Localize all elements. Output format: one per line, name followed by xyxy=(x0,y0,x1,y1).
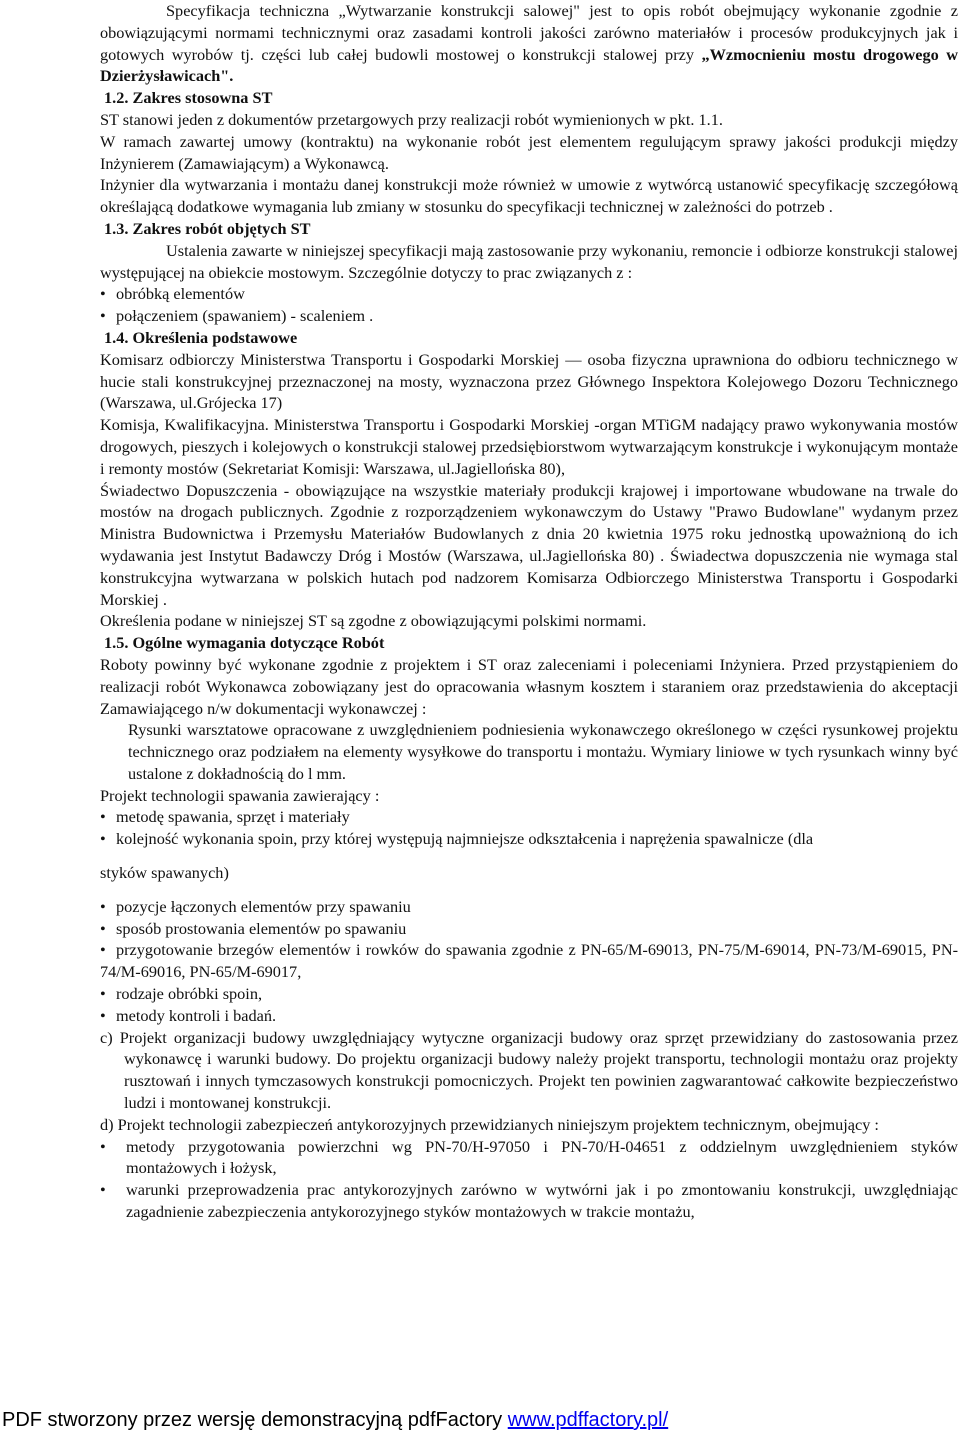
section-1-5-welding-cont: styków spawanych) xyxy=(100,863,229,883)
section-1-3-text: Ustalenia zawarte w niniejszej specyfikacji mają zastosowanie przy wykonaniu, remoncie i odbiorze konstrukcji stalowej występującej na obiekcie mostowym. Szczególnie dotyczy to prac związanych z : xyxy=(100,240,958,282)
list-item-text: metodę spawania, sprzęt i materiały xyxy=(116,807,350,827)
section-1-5-drawings: Rysunki warsztatowe opracowane z uwzględnieniem podniesienia wykonawczego określonego w części rysunkowej projektu technicznego oraz podziałem na elementy wysyłkowe do transportu i montażu. Wymiary liniowe w tych rysunkach winny być ustalone z dokładnością do l mm. xyxy=(128,720,958,783)
bullet-icon: • xyxy=(100,807,106,827)
item-d: d) Projekt technologii zabezpieczeń antykorozyjnych przewidzianych niniejszym projektem technicznym, obejmujący : xyxy=(100,1114,879,1134)
bullet-icon: • xyxy=(100,940,106,960)
bullet-icon: • xyxy=(100,1005,106,1025)
list-item xyxy=(100,918,958,940)
intro-bold: „Wzmocnieniu mostu drogowego w Dzierżysławicach". xyxy=(100,44,958,86)
list-item-text: pozycje łączonych elementów przy spawaniu xyxy=(116,896,411,916)
pdf-footer xyxy=(2,1409,958,1432)
bullet-icon: • xyxy=(100,829,106,849)
list-item xyxy=(100,983,958,1005)
list-item-text: warunki przeprowadzenia prac antykorozyjnych zarówno w wytwórni jak i po zmontowaniu konstrukcji, uwzględniając zagadnienie zabezpieczenia antykorozyjnego styków montażowych w trakcie montażu, xyxy=(126,1180,958,1222)
list-item xyxy=(100,305,958,327)
list-item-text: przygotowanie brzegów elementów i rowków do spawania zgodnie z PN-65/M-69013, PN-75/M-69014, PN-73/M-69015, PN-74/M-69016, PN-65/M-69017, xyxy=(100,940,958,982)
list-item-text: metody kontroli i badań. xyxy=(116,1005,277,1025)
list-item xyxy=(100,1179,958,1223)
section-1-2-text-c: Inżynier dla wytwarzania i montażu danej konstrukcji może również w umowie z wytwórcą ustanowić specyfikację szczegółową określającą dodatkowe wymagania lub zmiany w stosunku do specyfikacji technicznej w zależności do potrzeb . xyxy=(100,175,958,217)
section-1-3-heading: 1.3. Zakres robót objętych ST xyxy=(104,218,311,238)
document-page xyxy=(100,0,958,1223)
section-1-5-welding: Projekt technologii spawania zawierający : xyxy=(100,785,380,805)
list-item xyxy=(100,896,958,918)
section-1-4-text-b: Komisja, Kwalifikacyjna. Ministerstwa Transportu i Gospodarki Morskiej -organ MTiGM nadający prawo wykonywania mostów drogowych, pieszych i kolejowych o konstrukcji stalowej przedsiębiorstwom wytwarzającym konstrukcje i wykonującym montaże i remonty mostów (Sekretariat Komisji: Warszawa, ul.Jagiellońska 80), xyxy=(100,415,958,478)
list-item xyxy=(100,828,958,850)
item-c: c) Projekt organizacji budowy uwzględniający wytyczne organizacji budowy oraz sprzęt przewidziany do zastosowania przez wykonawcę i warunki budowy. Do projektu organizacji budowy należy projekt transportu, technologii montażu oraz projekty rusztowań i innych tymczasowych konstrukcji pomocniczych. Projekt ten powinien zagwarantować całkowite bezpieczeństwo ludzi i montowanej konstrukcji. xyxy=(100,1027,958,1113)
section-1-5-text: Roboty powinny być wykonane zgodnie z projektem i ST oraz zaleceniami i poleceniami Inżyniera. Przed przystąpieniem do realizacji robót Wykonawca zobowiązany jest do opracowania własnym kosztem i staraniem oraz przedstawienia do akceptacji Zamawiającego n/w dokumentacji wykonawczej : xyxy=(100,654,958,718)
bullet-icon: • xyxy=(100,284,106,304)
list-item xyxy=(100,1136,958,1180)
list-item xyxy=(100,939,958,983)
list-item xyxy=(100,806,958,828)
section-1-4-heading: 1.4. Określenia podstawowe xyxy=(104,327,298,347)
section-1-5-heading: 1.5. Ogólne wymagania dotyczące Robót xyxy=(104,633,385,653)
list-item xyxy=(100,1005,958,1027)
bullet-icon: • xyxy=(100,1136,106,1156)
footer-text: PDF stworzony przez wersję demonstracyjną pdfFactory xyxy=(2,1409,508,1431)
spacer xyxy=(100,850,958,862)
section-1-2-heading: 1.2. Zakres stosowna ST xyxy=(104,88,273,108)
section-1-4-text-d: Określenia podane w niniejszej ST są zgodne z obowiązującymi polskimi normami. xyxy=(100,611,647,631)
section-1-2-text: ST stanowi jeden z dokumentów przetargowych przy realizacji robót wymienionych w pkt. 1.1. xyxy=(100,109,723,129)
list-item-text: sposób prostowania elementów po spawaniu xyxy=(116,918,407,938)
bullet-icon: • xyxy=(100,896,106,916)
intro-paragraph xyxy=(100,0,958,87)
list-item xyxy=(100,283,958,305)
bullet-icon: • xyxy=(100,984,106,1004)
spacer xyxy=(100,884,958,896)
bullet-icon: • xyxy=(100,1180,106,1200)
list-item-text: metody przygotowania powierzchni wg PN-70/H-97050 i PN-70/H-04651 z oddzielnym uwzględnieniem styków montażowych i łożysk, xyxy=(126,1136,958,1178)
list-item-text: obróbką elementów xyxy=(116,284,245,304)
section-1-2-text-b: W ramach zawartej umowy (kontraktu) na wykonanie robót jest elementem regulującym sprawy jakości produkcji między Inżynierem (Zamawiającym) a Wykonawcą. xyxy=(100,131,958,173)
list-item-text: kolejność wykonania spoin, przy której występują najmniejsze odkształcenia i naprężenia spawalnicze (dla xyxy=(116,829,814,849)
bullet-icon: • xyxy=(100,918,106,938)
section-1-4-text-c: Świadectwo Dopuszczenia - obowiązujące na wszystkie materiały produkcji krajowej i importowane wbudowane na trwale do mostów na drogach publicznych. Zgodnie z rozporządzeniem wykonawczym do Ustawy "Prawo Budowlane" wydanym przez Ministra Budownictwa i Przemysłu Materiałów Budowlanych z dnia 20 kwietnia 1975 roku jednostką upoważnioną do ich wydawania jest Instytut Badawczy Dróg i Mostów (Warszawa, ul.Jagiellońska 80) . Świadectwa dopuszczenia nie wymaga stal konstrukcyjna wytwarzana w polskich hutach pod nadzorem Komisarza Odbiorczego Ministerstwa Transportu i Gospodarki Morskiej . xyxy=(100,480,958,609)
bullet-icon: • xyxy=(100,306,106,326)
footer-link[interactable]: www.pdffactory.pl/ xyxy=(507,1409,669,1431)
section-1-4-text-a: Komisarz odbiorczy Ministerstwa Transportu i Gospodarki Morskiej — osoba fizyczna uprawniona do odbioru technicznego w hucie stali konstrukcyjnej przeznaczonej na mosty, wyznaczona przez Głównego Inspektora Kolejowego Dozoru Technicznego (Warszawa, ul.Grójecka 17) xyxy=(100,349,958,413)
list-item-text: połączeniem (spawaniem) - scaleniem . xyxy=(116,306,374,326)
intro-text: Specyfikacja techniczna „Wytwarzanie konstrukcji salowej" jest to opis robót obejmujący wykonanie zgodnie z obowiązującymi normami technicznymi oraz zasadami kontroli jakości zarówno materiałów i procesów produkcyjnych jak i gotowych wyrobów tj. części lub całej budowli mostowej o konstrukcji stalowej przy xyxy=(100,1,958,64)
list-item-text: rodzaje obróbki spoin, xyxy=(116,984,263,1004)
